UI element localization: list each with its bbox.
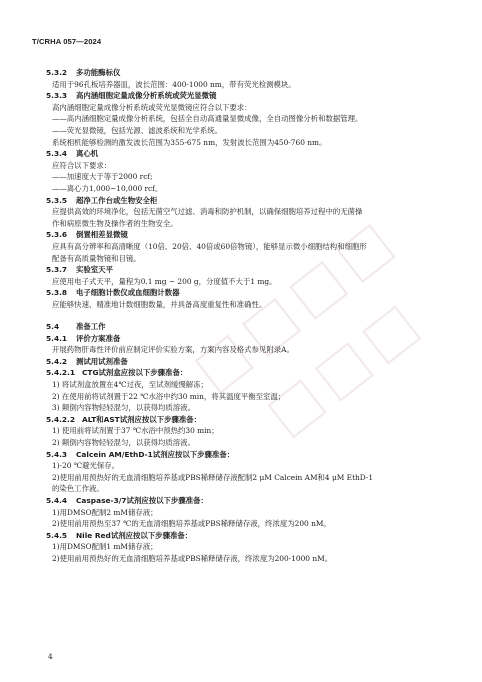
section-number: 5.3.4 [46,149,68,159]
section-number: 5.3.2 [46,68,68,77]
section-number: 5.4.2 [46,356,68,366]
paragraph-line: 2)使用前用预热好的无血清细胞培养基或PBS稀释储存液，终浓度为200-1000 nM。 [52,554,333,564]
section-title: ALT和AST试剂应按以下步骤准备： [82,414,202,424]
section-heading [46,322,106,332]
section-number: 5.4.2.1 [46,368,75,378]
section-heading [46,91,216,101]
section-title: 超净工作台或生物安全柜 [76,195,158,205]
section-heading [46,357,128,367]
section-title: 倒置相差显微镜 [76,230,128,240]
section-heading [46,450,234,460]
section-heading [46,149,98,159]
section-title: 准备工作 [76,322,106,332]
paragraph-line: ——高内涵细胞定量成像分析系统，包括全自动高通量显微成像，全自动图像分析和数据管理。 [52,114,363,124]
section-heading [46,415,201,425]
section-title: CTG试剂盒应按以下步骤准备： [82,368,188,378]
paragraph-line: ——离心力1,000~10,000 rcf。 [52,184,163,193]
paragraph-line: 2)使用前用预热至37 ℃的无血清细胞培养基或PBS稀释储存液，终浓度为200 nM。 [52,519,331,529]
paragraph-line: 高内涵细胞定量成像分析系统或荧光显微镜应符合以下要求： [52,102,252,112]
section-heading [46,368,187,378]
paragraph-line: 适用于96孔板培养器皿，波长范围：400-1000 nm，带有荧光检测模块。 [52,79,296,89]
paragraph-line: 1)-20 ℃避光保存。 [52,461,120,471]
section-title: Calcein AM/EthD-1试剂应按以下步骤准备： [76,449,235,459]
paragraph-line: 1)用DMSO配制1 mM储存液； [52,542,158,552]
paragraph-line: 1)用DMSO配制2 mM储存液； [52,507,158,517]
paragraph-line: 作和病原微生物及操作者的生物安全。 [52,218,178,228]
paragraph-line: 2) 颠倒内容物轻轻混匀，以获得均质溶液。 [52,438,195,448]
section-heading [46,496,208,506]
paragraph-line: 配备有高质量物镜和目镜。 [52,253,141,263]
section-number: 5.4.1 [46,333,68,343]
section-number: 5.3.3 [46,91,68,101]
paragraph-line: 3) 颠倒内容物轻轻混匀，以获得均质溶液。 [52,403,195,413]
section-title: 测试用试剂准备 [76,356,128,366]
section-title: Caspase-3/7试剂应按以下步骤准备： [76,496,208,506]
section-number: 5.3.8 [46,288,68,298]
paragraph-line: 1) 使用前将试剂置于37 ℃水浴中预热约30 min； [52,426,219,436]
paragraph-line: 应使用电子式天平，量程为0.1 mg ~ 200 g，分度值不大于1 mg。 [52,276,277,286]
paragraph-line: 的染色工作液。 [52,484,104,494]
section-number: 5.4.4 [46,496,68,506]
section-number: 5.4.2.2 [46,414,75,424]
section-heading [46,196,157,206]
standard-number: T/CRHA 057—2024 [32,37,102,46]
section-heading [46,334,120,344]
section-heading [46,265,113,275]
section-title: 评价方案准备 [76,333,121,343]
section-title: 多功能酶标仪 [76,68,121,77]
paragraph-line: 应符合以下要求： [52,160,112,170]
page-number: 4 [48,652,53,661]
section-number: 5.3.7 [46,265,68,275]
paragraph-line: 应提供高效的环境净化，包括无菌空气过滤、消毒和防护机制，以确保细胞培养过程中的无菌操 [52,207,363,217]
section-heading [46,68,120,78]
section-number: 5.4.5 [46,530,68,540]
section-number: 5.4.3 [46,449,68,459]
paragraph-line: 2)使用前用预热好的无血清细胞培养基或PBS稀释储存液配制2 μM Calcein AM和4 μM EthD-1 [52,472,374,482]
section-number: 5.4 [46,322,60,332]
section-heading [46,531,192,541]
section-number: 5.3.5 [46,195,68,205]
paragraph-line: ——加速度大于等于2000 rcf; [52,172,153,182]
paragraph-line: 系统相机能够检测的激发波长范围为355-675 nm，发射波长范围为450-760 nm。 [52,137,327,147]
section-title: 电子细胞计数仪或血细胞计数器 [76,288,180,298]
paragraph-line: 2) 在使用前将试剂置于22 ℃水浴中约30 min，将其温度平衡至室温； [52,391,286,401]
section-title: Nile Red试剂应按以下步骤准备： [76,530,193,540]
section-title: 实验室天平 [76,265,113,275]
section-heading [46,230,128,240]
section-title: 高内涵细胞定量成像分析系统或荧光显微镜 [76,91,217,101]
section-number: 5.3.6 [46,230,68,240]
paragraph-line: 应具有高分辨率和高清晰度（10倍、20倍、40倍或60倍物镜），能够显示微小细胞结构和细胞形 [52,242,367,251]
section-title: 离心机 [76,149,99,159]
paragraph-line: 应能够快速、精准地计数细胞数量，并具备高度重复性和准确性。 [52,300,267,309]
section-heading [46,288,179,298]
paragraph-line: 1) 将试剂盒放置在4℃过夜，至试剂缓慢解冻； [52,380,208,390]
paragraph-line: ——荧光显微镜，包括光源、滤波系统和光学系统。 [52,126,222,135]
paragraph-line: 开展药物肝毒性评价前应制定评价实验方案，方案内容及格式参见附录A。 [52,345,294,355]
